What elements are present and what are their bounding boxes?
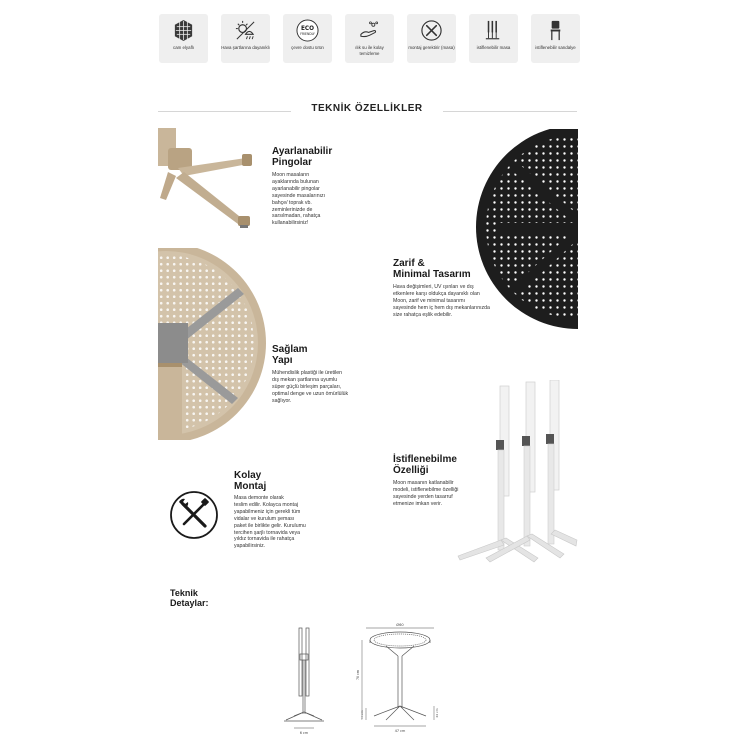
adjustable-text: Moon masaların ayaklarında bulunan ayarlanabilir pingolar sayesinde masalarınızı bahçe/ toprak vb. zeminlerinizde de sarsılmadan, rahatça kullanabilirsiniz! [272, 172, 326, 227]
glass-fiber-icon [172, 19, 195, 42]
sturdy-structure-image [158, 248, 268, 440]
stacking-text: Moon masanın katlanabilir modeli, istiflenebilme özelliği sayesinde yerden tasarruf etmenize imkan verir. [393, 480, 459, 507]
svg-text:FRIENDLY: FRIENDLY [300, 31, 315, 36]
svg-text:ECO: ECO [300, 26, 315, 33]
assembly-title-2: Montaj [234, 481, 267, 492]
feature-stackable-chair [531, 14, 580, 63]
icon-label: istiflenebilir masa [476, 45, 511, 50]
assembly-text: Masa demonte olarak teslim edilir. Kolayca montaj yapabilmeniz için gerekli tüm vidalar ve kurulum şeması paket ile birlikte gelir. Kurulumu tercihen şarjlı tornavida veya yıldız tornavida ile rahatça yapabilirsiniz. [234, 495, 306, 550]
adjustable-title-1: Ayarlanabilir [272, 146, 333, 157]
no-assembly-icon [420, 19, 443, 42]
stackable-chair-icon [544, 19, 567, 42]
section-title: TEKNİK ÖZELLİKLER [311, 103, 423, 114]
adjustable-title-2: Pingolar [272, 157, 313, 168]
sturdy-title-2: Yapı [272, 355, 293, 366]
feature-easy-clean [345, 14, 394, 63]
title-divider-left [158, 111, 291, 112]
dim-base: 47 cm [394, 729, 406, 733]
feature-eco [283, 14, 332, 63]
feature-weather [221, 14, 270, 63]
dim-height: 78 cm [356, 670, 360, 680]
dim-foot: 50 cm [360, 710, 364, 720]
stackable-table-icon [482, 19, 505, 42]
icon-label: montaj gerektirir (masa) [408, 45, 455, 50]
tech-drawing-side [280, 624, 340, 736]
elegant-title-1: Zarif & [393, 258, 425, 269]
feature-icon-row [159, 14, 579, 64]
assembly-title-1: Kolay [234, 470, 262, 481]
icon-label: Hava şartlarına dayanıklı [221, 45, 270, 50]
elegant-text: Hava değişimleri, UV ışınları ve dış etkenlere karşı oldukça dayanıklı olan Moon, zarif ve minimal tasarımı sayesinde hem iç hem dış mekanlarınızda size rahatça eşlik edebilir. [393, 284, 490, 318]
eco-friendly-icon [296, 19, 319, 42]
sturdy-text: Mühendislik plastiği ile üretilen dış mekan şartlarına uyumlu süper güçlü birleşim parçaları, optimal denge ve uzun ömürlülük sağlıyor. [272, 370, 349, 404]
easy-clean-icon [358, 19, 381, 42]
icon-label: cam elyaflı [173, 45, 194, 50]
elegant-title-2: Minimal Tasarım [393, 269, 471, 280]
dim-foot-right: 44 cm [435, 708, 439, 718]
feature-glass-fiber [159, 14, 208, 63]
stacking-title-2: Özelliği [393, 465, 429, 476]
feature-assembly [407, 14, 456, 63]
dim-diameter: Ø60 [396, 623, 404, 627]
tech-drawing-front [356, 620, 444, 736]
title-divider-right [443, 111, 577, 112]
weather-resistant-icon [234, 19, 257, 42]
icon-label: ılık su ile kolay temizleme [355, 45, 384, 56]
feature-stackable-table [469, 14, 518, 63]
icon-label: çevre dostu ürün [291, 45, 324, 50]
tools-icon [169, 490, 219, 540]
tech-title-1: Teknik [170, 588, 198, 598]
dim-side-depth: 6 cm [299, 731, 309, 735]
stacked-tables-image [456, 380, 578, 570]
tech-title-2: Detaylar: [170, 598, 209, 608]
adjustable-feet-image [158, 128, 262, 232]
icon-label: istiflenebilir sandalye [535, 45, 576, 50]
stacking-title-1: İstiflenebilme [393, 454, 457, 465]
sturdy-title-1: Sağlam [272, 344, 308, 355]
